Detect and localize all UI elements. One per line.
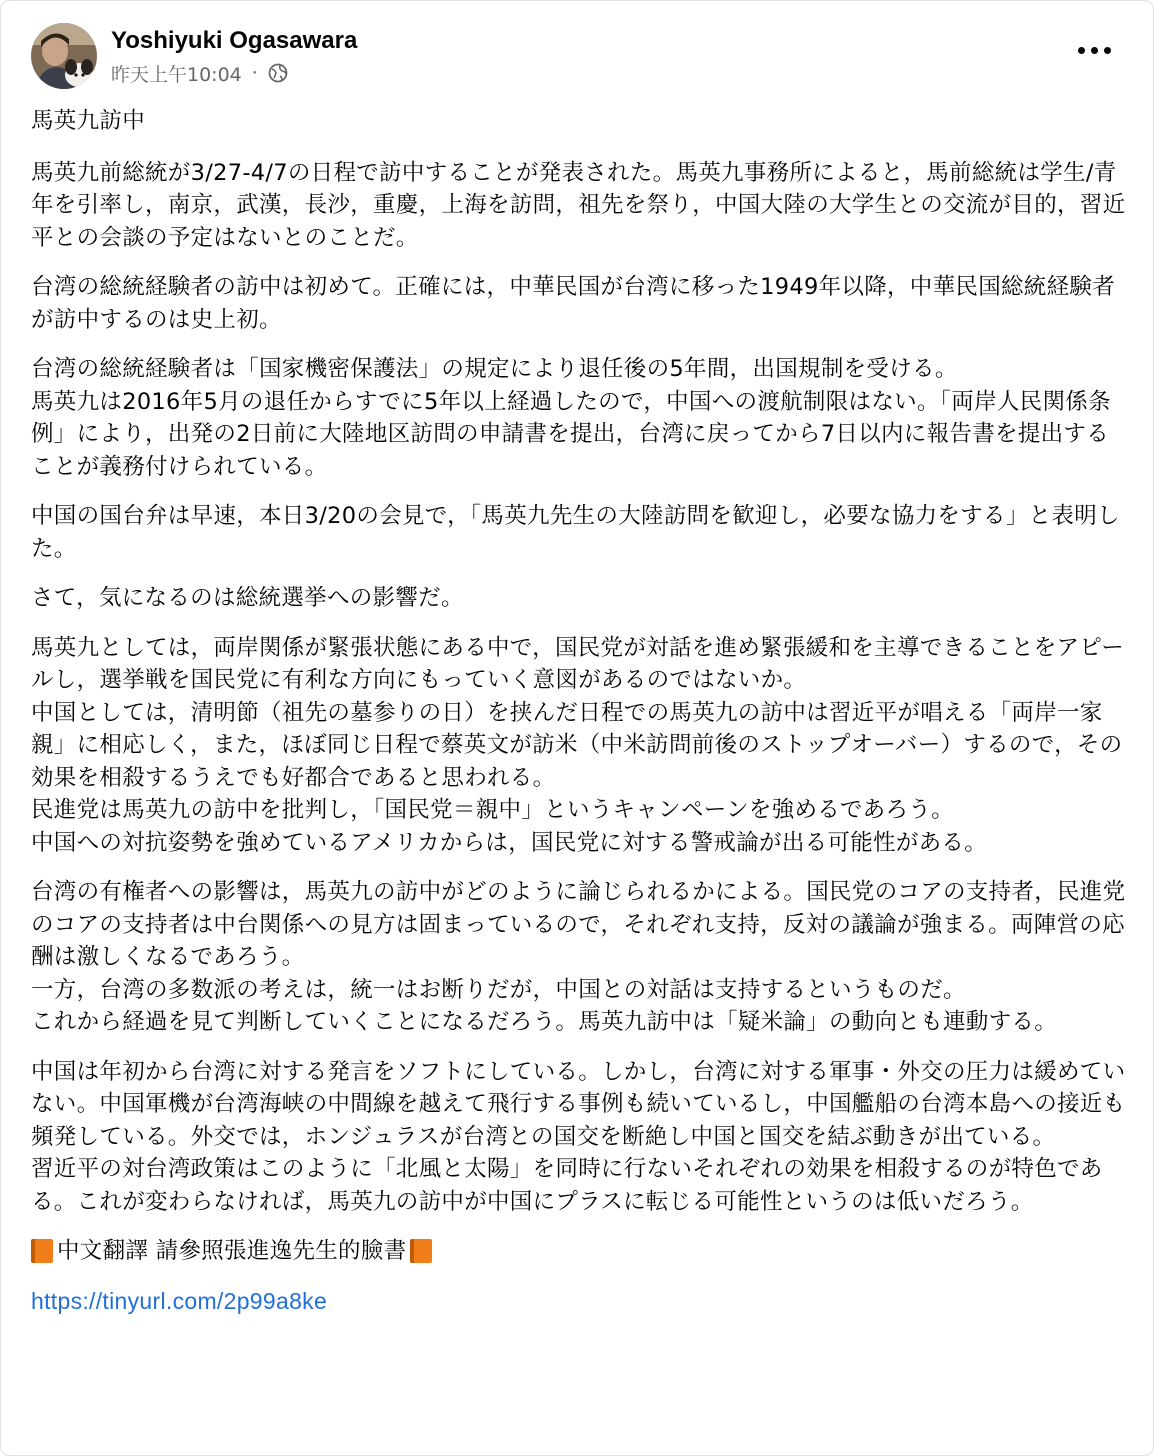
post-timestamp[interactable]: 昨天上午10:04 bbox=[111, 63, 242, 86]
translation-note bbox=[31, 1235, 1131, 1268]
post-paragraph: 馬英九前総統が3/27-4/7の日程で訪中することが発表された。馬英九事務所によると，馬前総統は学生/青年を引率し，南京，武漢，長沙，重慶，上海を訪問，祖先を祭り，中国大陸の大学生との交流が目的，習近平との会談の予定はないとのことだ。 bbox=[31, 159, 1126, 251]
post-paragraph: 中国は年初から台湾に対する発言をソフトにしている。しかし，台湾に対する軍事・外交の圧力は緩めていない。中国軍機が台湾海峡の中間線を越えて飛行する事例も続いているし，中国艦船の台湾本島への接近も頻発している。外交では，ホンジュラスが台湾との国交を断絶し中国と国交を結ぶ動きが出ている。 習近平の対台湾政策はこのように「北風と太陽」を同時に行ないそれぞれの効果を相殺するのが特色である。これが変わらなければ，馬英九の訪中が中国にプラスに転じる可能性というのは低いだろう。 bbox=[31, 1058, 1126, 1215]
globe-icon[interactable] bbox=[268, 63, 288, 83]
post-paragraph: 台湾の総統経験者の訪中は初めて。正確には，中華民国が台湾に移った1949年以降，中華民国総統経験者が訪中するのは史上初。 bbox=[31, 274, 1116, 333]
orange-book-icon bbox=[31, 1239, 53, 1263]
post-meta bbox=[111, 26, 357, 87]
separator-dot: · bbox=[251, 62, 258, 84]
post-paragraph: 馬英九としては，両岸関係が緊張状態にある中で，国民党が対話を進め緊張緩和を主導できることをアピールし，選挙戦を国民党に有利な方向にもっていく意図があるのではないか。 中国としては，清明節（祖先の墓参りの日）を挟んだ日程での馬英九の訪中は習近平が唱える「両岸一家親」に相応しく，また，ほぼ同じ日程で蔡英文が訪米（中米訪問前後のストップオーバー）するので，その効果を相殺するうえでも好都合であると思われる。 民進党は馬英九の訪中を批判し，「国民党＝親中」というキャンペーンを強めるであろう。 中国への対抗姿勢を強めているアメリカからは，国民党に対する警戒論が出る可能性がある。 bbox=[31, 634, 1125, 856]
link-line bbox=[31, 1285, 1131, 1318]
post-header bbox=[31, 23, 357, 89]
post-paragraph: さて，気になるのは総統選挙への影響だ。 bbox=[31, 585, 464, 611]
post-subline bbox=[111, 60, 357, 87]
author-name[interactable]: Yoshiyuki Ogasawara bbox=[111, 26, 358, 54]
post-body bbox=[31, 105, 1131, 1334]
post-paragraph: 台湾の総統経験者は「国家機密保護法」の規定により退任後の5年間，出国規制を受ける。 馬英九は2016年5月の退任からすでに5年以上経過したので，中国への渡航制限はない。「両岸人民関係条例」により，出発の2日前に大陸地区訪問の申請書を提出，台湾に戻ってから7日以内に報告書を提出することが義務付けられている。 bbox=[31, 356, 1111, 480]
translation-link[interactable]: https://tinyurl.com/2p99a8ke bbox=[31, 1287, 328, 1314]
post-paragraph: 中国の国台弁は早速，本日3/20の会見で，「馬英九先生の大陸訪問を歓迎し，必要な協力をする」と表明した。 bbox=[31, 503, 1120, 562]
post-paragraph: 台湾の有権者への影響は，馬英九の訪中がどのように論じられるかによる。国民党のコアの支持者，民進党のコアの支持者は中台関係への見方は固まっているので，それぞれ支持，反対の議論が強まる。両陣営の応酬は激しくなるであろう。 一方，台湾の多数派の考えは，統一はお断りだが，中国との対話は支持するというものだ。 これから経過を見て判断していくことになるだろう。馬英九訪中は「疑米論」の動向とも連動する。 bbox=[31, 879, 1126, 1035]
avatar[interactable] bbox=[31, 23, 97, 89]
translation-note-text: 中文翻譯 請參照張進逸先生的臉書 bbox=[57, 1238, 407, 1264]
orange-book-icon bbox=[410, 1239, 432, 1263]
post-title: 馬英九訪中 bbox=[31, 108, 146, 134]
more-options-icon[interactable] bbox=[1072, 41, 1117, 60]
